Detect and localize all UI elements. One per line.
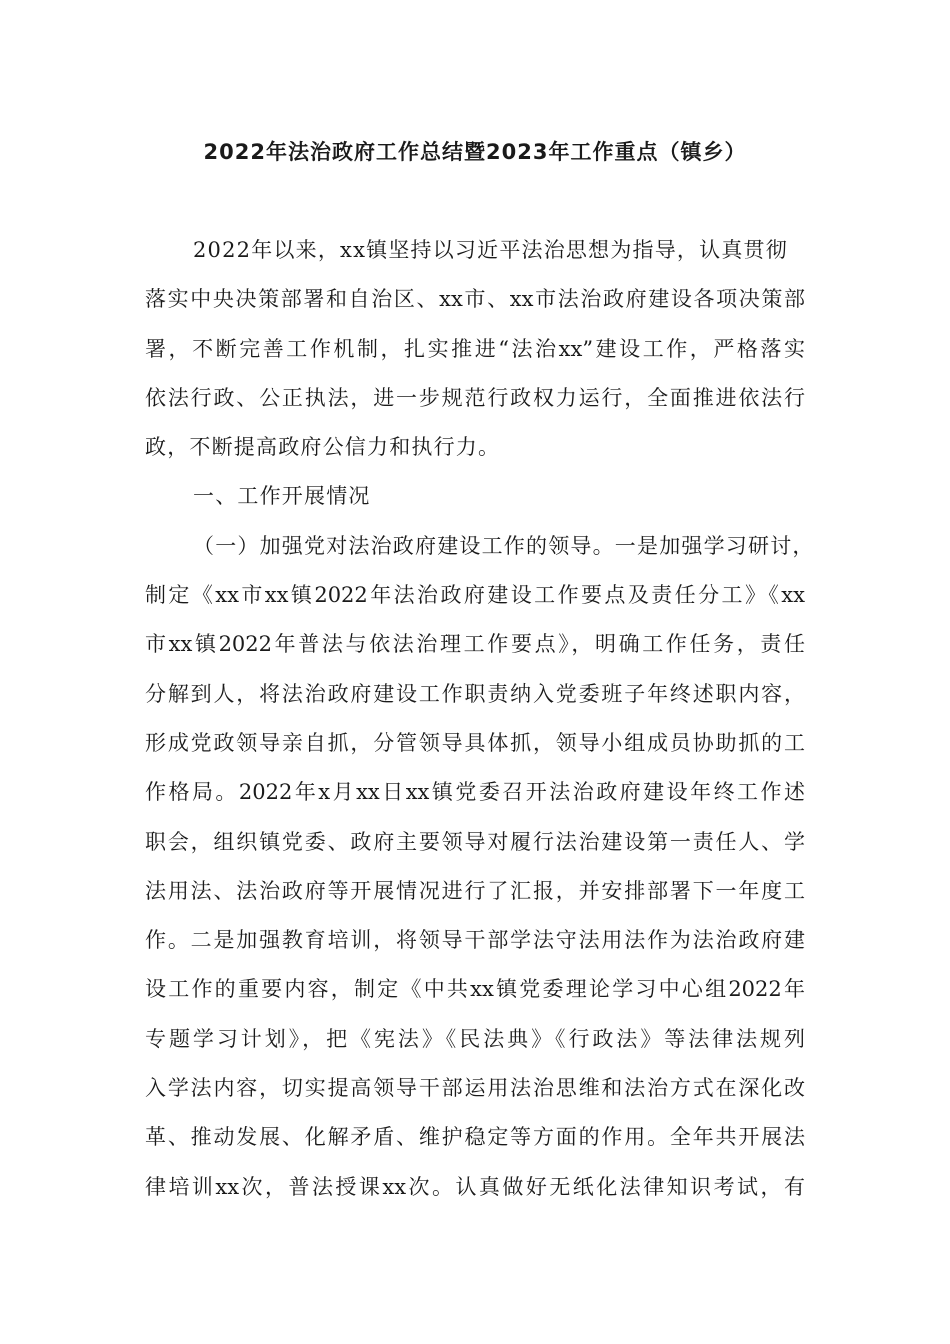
paragraph-line: 入学法内容，切实提高领导干部运用法治思维和法治方式在深化改 xyxy=(145,1076,805,1101)
document-title: 2022年法治政府工作总结暨2023年工作重点（镇乡） xyxy=(203,140,747,164)
paragraph-line: 署，不断完善工作机制，扎实推进“法治xx”建设工作，严格落实 xyxy=(145,336,805,361)
paragraph-line: 制定《xx市xx镇2022年法治政府建设工作要点及责任分工》《xx xyxy=(145,583,805,608)
paragraph-line: 专题学习计划》，把《宪法》《民法典》《行政法》等法律法规列 xyxy=(145,1026,805,1051)
paragraph-line: 政，不断提高政府公信力和执行力。 xyxy=(145,435,501,460)
paragraph-line: 律培训xx次，普法授课xx次。认真做好无纸化法律知识考试，有 xyxy=(145,1174,805,1199)
paragraph-line: 形成党政领导亲自抓，分管领导具体抓，领导小组成员协助抓的工 xyxy=(145,730,805,755)
paragraph-line: 落实中央决策部署和自治区、xx市、xx市法治政府建设各项决策部 xyxy=(145,287,805,312)
paragraph-line: 革、推动发展、化解矛盾、维护稳定等方面的作用。全年共开展法 xyxy=(145,1125,805,1150)
paragraph-line: 职会，组织镇党委、政府主要领导对履行法治建设第一责任人、学 xyxy=(145,829,805,854)
document-body xyxy=(145,234,815,1220)
paragraph-line: 设工作的重要内容，制定《中共xx镇党委理论学习中心组2022年 xyxy=(145,977,805,1002)
paragraph-line: 2022年以来，xx镇坚持以习近平法治思想为指导，认真贯彻 xyxy=(193,238,788,262)
section-heading: 一、工作开展情况 xyxy=(193,484,371,509)
paragraph-line: 分解到人，将法治政府建设工作职责纳入党委班子年终述职内容， xyxy=(145,681,805,706)
paragraph-line: 作格局。2022年x月xx日xx镇党委召开法治政府建设年终工作述 xyxy=(145,780,805,805)
paragraph-line: 依法行政、公正执法，进一步规范行政权力运行，全面推进依法行 xyxy=(145,385,805,410)
paragraph-line: 作。二是加强教育培训，将领导干部学法守法用法作为法治政府建 xyxy=(145,928,805,953)
paragraph-line: 法用法、法治政府等开展情况进行了汇报，并安排部署下一年度工 xyxy=(145,878,805,903)
paragraph-line: （一）加强党对法治政府建设工作的领导。一是加强学习研讨， xyxy=(193,533,815,558)
paragraph-line: 市xx镇2022年普法与依法治理工作要点》，明确工作任务，责任 xyxy=(145,632,805,657)
